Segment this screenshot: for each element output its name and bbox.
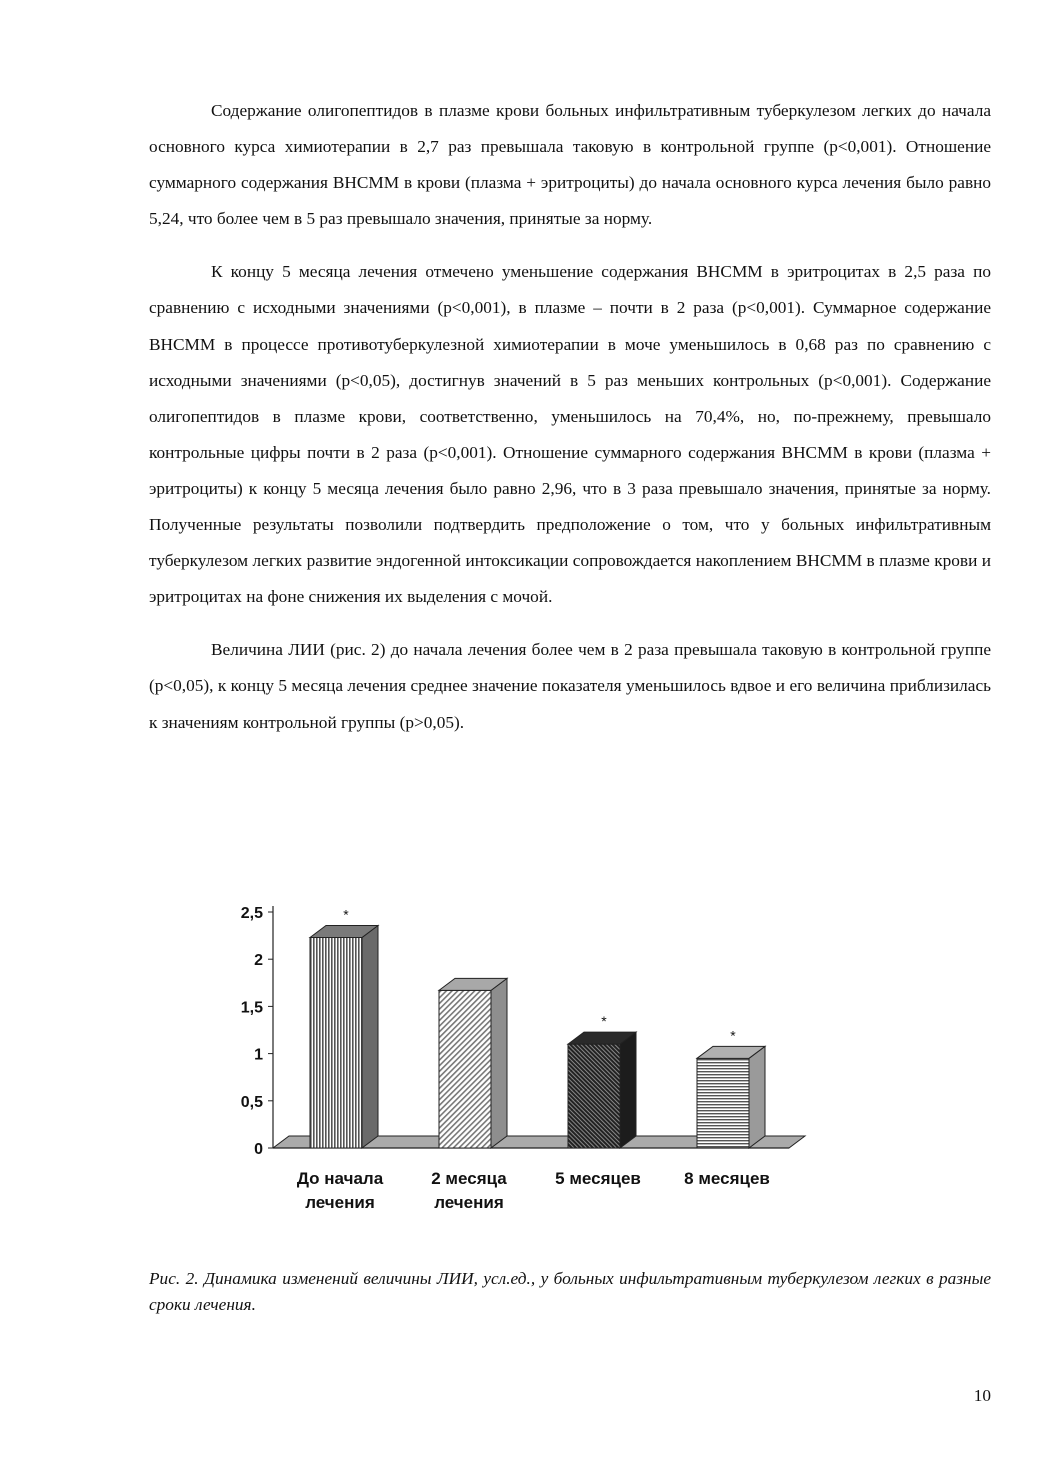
bar [697,1027,765,1148]
significance-star: * [601,1013,607,1030]
bar-front [697,1058,749,1148]
y-tick-label: 2,5 [240,905,263,922]
figure-bar-chart [220,888,820,1228]
bar-front [439,990,491,1148]
x-category-label: 5 месяцев [555,1169,641,1188]
significance-star: * [343,906,349,923]
bar-front [568,1044,620,1148]
y-tick-label: 0 [254,1141,263,1158]
figure-caption: Рис. 2. Динамика изменений величины ЛИИ, усл.ед., у больных инфильтративным туберкулезом легких в разные сроки лечения. [149,1269,991,1314]
x-category-label: лечения [434,1193,504,1212]
x-category-label: 2 месяца [431,1169,507,1188]
bar-front [310,937,362,1148]
paragraph-2: К концу 5 месяца лечения отмечено уменьшение содержания ВНСММ в эритроцитах в 2,5 раза по сравнению с исходными значениями (p<0,001), в плазме – почти в 2 раза (p<0,001). Суммарное содержание ВНСММ в процессе противотуберкулезной химиотерапии в моче уменьшилось в 0,68 раз по сравнению с исходными значениями (p<0,05), достигнув значений в 5 раз меньших контрольных (p<0,001). Содержание олигопептидов в плазме крови, соответственно, уменьшилось на 70,4%, но, по-прежнему, превышало контрольные цифры почти в 2 раза (p<0,001). Отношение суммарного содержания ВНСММ в крови (плазма + эритроциты) к концу 5 месяца лечения было равно 2,96, что в 3 раза превышало значения, принятые за норму. Полученные результаты позволили подтвердить предположение о том, что у больных инфильтративным туберкулезом легких развитие эндогенной интоксикации сопровождается накоплением ВНСММ в плазме крови и эритроцитах на фоне снижения их выделения с мочой. [149,262,991,607]
y-tick-label: 0,5 [240,1093,263,1111]
bar-side [362,925,378,1148]
bar-chart-svg [220,888,820,1228]
page-number: 10 [973,1386,991,1405]
bar-side [620,1032,636,1148]
paragraph-3: Величина ЛИИ (рис. 2) до начала лечения более чем в 2 раза превышала таковую в контрольной группе (p<0,05), к концу 5 месяца лечения среднее значение показателя уменьшилось вдвое и его величина приблизилась к значениям контрольной группы (p>0,05). [149,640,991,732]
x-axis-labels [297,1169,770,1212]
x-category-label: лечения [305,1193,375,1212]
bar-side [491,978,507,1148]
significance-star: * [730,1027,736,1044]
bar [568,1013,636,1148]
chart-bars [310,906,765,1148]
bar [310,906,378,1148]
y-tick-label: 2 [254,952,263,970]
y-tick-label: 1 [254,1046,263,1064]
y-tick-label: 1,5 [240,999,263,1017]
x-category-label: 8 месяцев [684,1169,770,1188]
bar-side [749,1046,765,1148]
bar [439,978,507,1148]
paragraph-1: Содержание олигопептидов в плазме крови больных инфильтративным туберкулезом легких до начала основного курса химиотерапии в 2,7 раз превышала таковую в контрольной группе (p<0,001). Отношение суммарного содержания ВНСММ в крови (плазма + эритроциты) до начала основного курса лечения было равно 5,24, что более чем в 5 раз превышало значения, принятые за норму. [149,101,991,229]
x-category-label: До начала [296,1169,384,1188]
body-text [149,93,991,741]
